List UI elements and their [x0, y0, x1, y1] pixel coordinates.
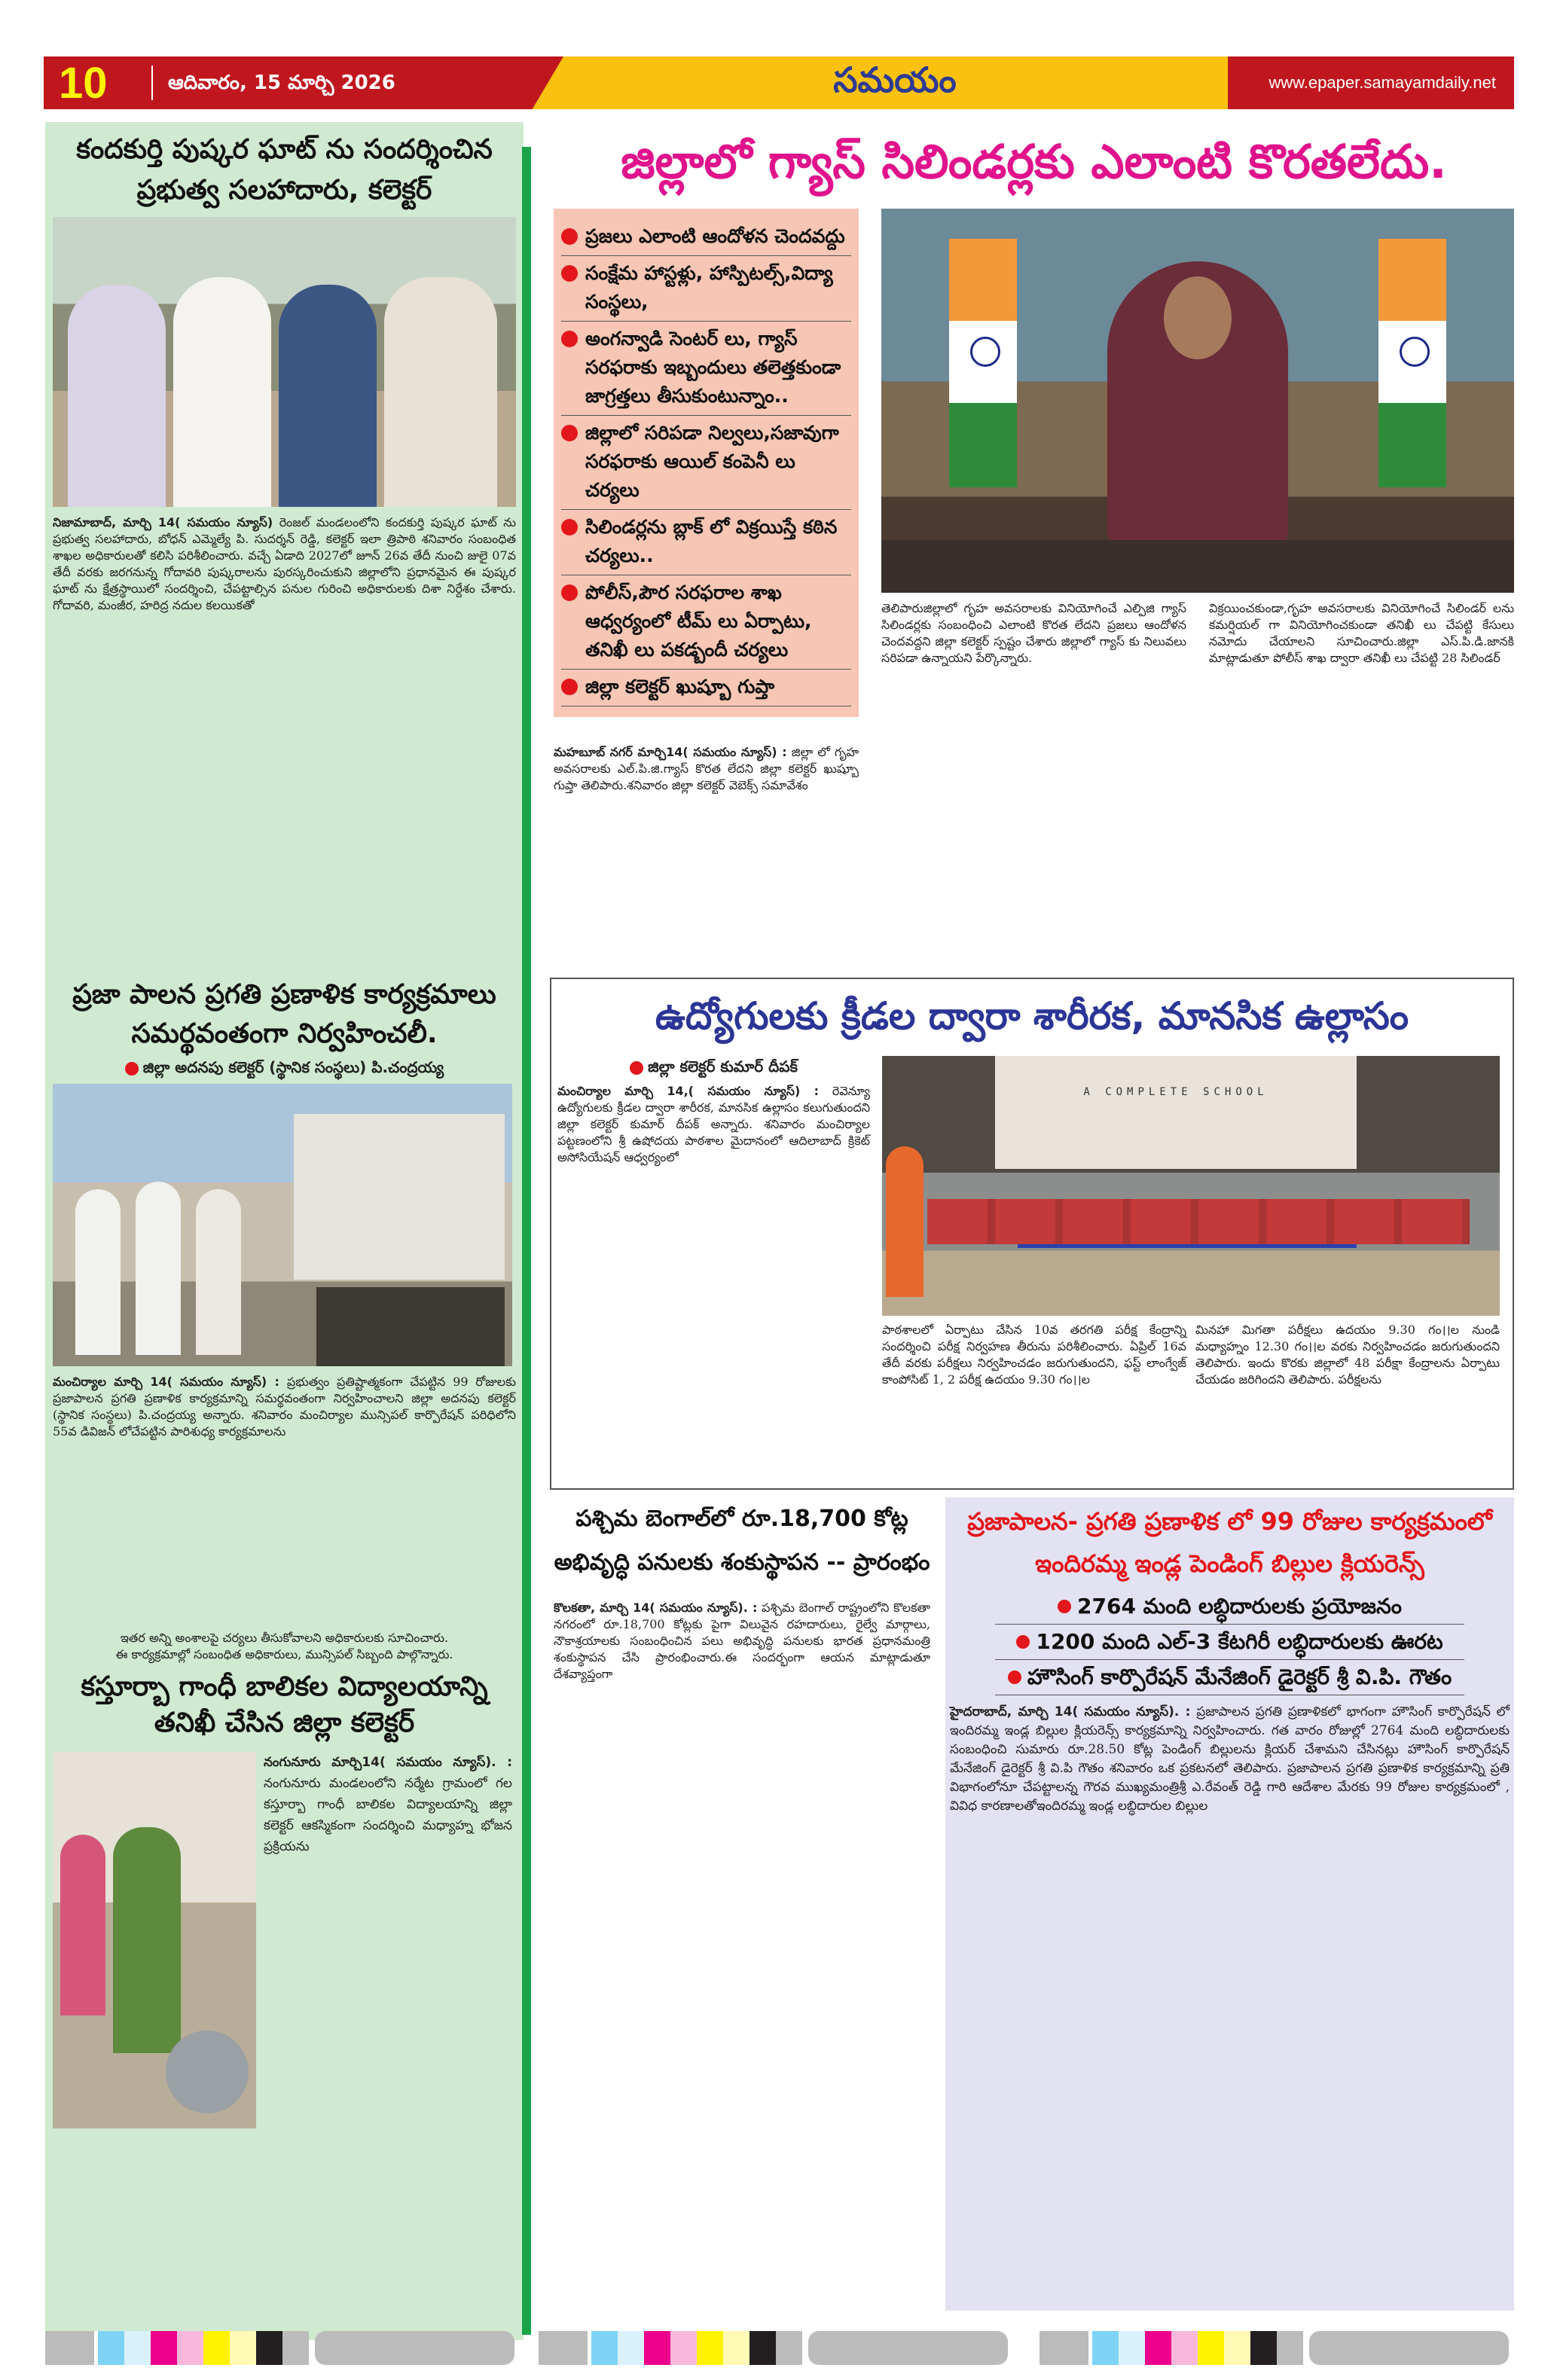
lead-story-body-col1: [554, 744, 859, 970]
highlight-bullet: [561, 510, 851, 575]
bullet-text: సంక్షేమ హాస్టళ్లు, హాస్పిటల్స్,విద్యా సంస్థలు,: [585, 262, 833, 313]
color-swatch: [124, 2331, 151, 2365]
highlight-bullet: [561, 416, 851, 510]
lead-story-body-col3: విక్రయించకుండా,గృహ అవసరాలకు వినియోగించే సిలిండర్ లను కమర్షియల్ గా వినియోగించకుండా తనిఖీ లు చేపట్టి కేసులు నమోదు చేయాలని సూచించారు.జిల్లా ఎస్.పి.డి.జానకి మాట్లాడుతూ పోలీస్ శాఖ ద్వారా తనిఖీ లు చేపట్టి 28 సిలిండర్: [1209, 601, 1514, 665]
story-headline-kasturba: కస్తూర్బా గాంధీ బాలికల విద్యాలయాన్ని తనిఖీ చేసిన జిల్లా కలెక్టర్: [81, 1671, 488, 1738]
photo-sports-event-stage: [882, 1056, 1500, 1316]
color-bar-group: [1040, 2331, 1509, 2365]
subhead-text: 2764 మంది లబ్ధిదారులకు ప్రయోజనం: [1077, 1594, 1402, 1619]
housing-subhead: [995, 1625, 1464, 1660]
story-headline-pushkar-ghat: కందకుర్తి పుష్కర ఘాట్ ను సందర్శించిన ప్రభుత్వ సలహాదారు, కలెక్టర్: [76, 134, 493, 206]
color-swatch: [1277, 2331, 1303, 2365]
gray-bar: [808, 2331, 1008, 2365]
banner-text: A COMPLETE SCHOOL: [1083, 1086, 1268, 1098]
color-swatch: [1040, 2331, 1088, 2365]
color-swatch: [151, 2331, 177, 2365]
color-swatch: [644, 2331, 670, 2365]
body-text: ప్రభుత్వం ప్రతిష్టాత్మకంగా చేపట్టిన 99 రోజులకు ప్రజాపాలన ప్రగతి ప్రణాళిక కార్యక్రమాన్ని సమర్థవంతంగా నిర్వహించాలని జిల్లా అదనపు కలెక్టర్ (స్థానిక సంస్థలు) పి.చంద్రయ్య అన్నారు. శనివారం మంచిర్యాల మున్సిపల్ కార్పొరేషన్ పరిధిలోని 55వ డివిజన్ లోచేపట్టిన పారిశుధ్య కార్యక్రమాలను: [53, 1375, 517, 1439]
color-swatch: [591, 2331, 618, 2365]
housing-story-box: [945, 1497, 1514, 2311]
story-headline-praja-palana: ప్రజా పాలన ప్రగతి ప్రణాళిక కార్యక్రమాలు సమర్థవంతంగా నిర్వహించలీ.: [72, 979, 496, 1049]
bengal-headline: పశ్చిమ బెంగాల్‌లో రూ.18,700 కోట్ల అభివృద్ధి పనులకు శంకుస్థాపన -- ప్రారంభం: [554, 1506, 930, 1576]
photo-officials-at-ghat: [53, 217, 516, 507]
color-swatch: [1171, 2331, 1198, 2365]
highlights-box: [554, 209, 859, 717]
story-subhead: [53, 1057, 516, 1078]
bengal-body: [554, 1600, 930, 1683]
photo-collector-at-desk: [881, 209, 1514, 593]
subhead-text: హౌసింగ్ కార్పొరేషన్ మేనేజింగ్ డైరెక్టర్ శ్రీ వి.పి. గౌతం: [1027, 1664, 1452, 1689]
bullet-text: జిల్లాలో సరిపడా నిల్వలు,సజావుగా సరఫరాకు ఆయిల్ కంపెనీ లు చర్యలు: [585, 422, 839, 501]
bullet-dot-icon: [1016, 1635, 1030, 1649]
color-swatch: [618, 2331, 644, 2365]
color-swatch: [723, 2331, 749, 2365]
bullet-dot-icon: [1008, 1671, 1021, 1684]
housing-subheads: [950, 1589, 1510, 1695]
bullet-dot-icon: [561, 584, 578, 601]
color-swatch: [203, 2331, 230, 2365]
page-header: [44, 56, 1514, 109]
masthead-logo: సమయం: [833, 60, 957, 100]
housing-subhead: [995, 1660, 1464, 1695]
color-swatch: [1250, 2331, 1277, 2365]
story-body-pushkar-ghat: [53, 514, 516, 966]
column-divider: [522, 147, 531, 2335]
gray-bar: [1309, 2331, 1509, 2365]
bullet-dot-icon: [1058, 1600, 1071, 1613]
body-text: నంగునూరు మండలంలోని నర్మేట గ్రామంలో గల కస్తూర్బా గాంధీ బాలికల విద్యాలయాన్ని జిల్లా కలెక్టర్ ఆకస్మికంగా సందర్శించి మధ్యాహ్న భోజన ప్రక్రియను: [264, 1776, 512, 1854]
bullet-dot-icon: [561, 228, 578, 245]
bullet-dot-icon: [561, 679, 578, 695]
highlight-bullet: [561, 256, 851, 322]
color-swatch: [1198, 2331, 1224, 2365]
bullet-dot-icon: [561, 265, 578, 282]
color-swatch: [256, 2331, 282, 2365]
body-text: జిల్లా లో గృహ అవసరాలకు ఎల్.పి.జి.గ్యాస్ కొరత లేదని జిల్లా కలెక్టర్ ఖుష్బూ గుప్తా తెలిపారు.శనివారం జిల్లా కలెక్టర్ వెబెక్స్ సమావేశం: [554, 745, 859, 792]
subhead-text: జిల్లా అదనపు కలెక్టర్ (స్థానిక సంస్థలు) పి.చంద్రయ్య: [142, 1058, 444, 1076]
color-swatch: [45, 2331, 94, 2365]
lead-headline: జిల్లాలో గ్యాస్ సిలిండర్లకు ఎలాంటి కొరతలేదు.: [621, 134, 1447, 189]
sports-body-col1: [557, 1083, 870, 1166]
sports-story-box: [550, 978, 1514, 1490]
color-swatch: [1145, 2331, 1171, 2365]
highlight-bullet: [561, 670, 851, 706]
bullet-text: ప్రజలు ఎలాంటి ఆందోళన చెందవద్దు: [585, 225, 845, 247]
color-swatch: [282, 2331, 309, 2365]
sports-body-col2: పాఠశాలలో ఏర్పాటు చేసిన 10వ తరగతి పరీక్ష కేంద్రాన్ని సందర్శించి పరీక్ష నిర్వహణ తీరును పరిశీలించారు. ఏప్రిల్ 16వ తేదీ వరకు పరీక్షలు నిర్వహించడం జరుగుతుందని, ఫస్ట్ లాంగ్వేజ్ కాంపోసిట్ 1, 2 పరీక్ష ఉదయం 9.30 గం।।ల: [882, 1323, 1186, 1387]
color-swatch: [1092, 2331, 1119, 2365]
story-body-praja-palana: [53, 1374, 516, 1630]
color-swatch: [98, 2331, 124, 2365]
bullet-text: జిల్లా కలెక్టర్ ఖుష్బూ గుప్తా: [585, 676, 775, 697]
highlight-bullet: [561, 575, 851, 670]
color-bar-group: [539, 2331, 1008, 2365]
highlight-bullet: [561, 219, 851, 256]
color-swatch: [539, 2331, 588, 2365]
highlight-bullet: [561, 322, 851, 416]
right-area: [554, 124, 1514, 2311]
color-swatch: [776, 2331, 802, 2365]
page-number: 10: [59, 59, 108, 108]
sports-body-col3: మినహా మిగతా పరీక్షలు ఉదయం 9.30 గం।।ల నుండి మధ్యాహ్నం 12.30 గం।।ల వరకు నిర్వహించడం జరుగుతుందని తెలిపారు. ఇందు కొరకు జిల్లాలో 48 పరీక్షా కేంద్రాలను ఏర్పాటు చేయడం జరిగిందని తెలిపారు. పరీక్షలను: [1195, 1323, 1500, 1387]
dateline: హైదరాబాద్, మార్చి 14( సమయం న్యూస్). :: [950, 1704, 1191, 1719]
left-column-content: [53, 130, 516, 2128]
color-swatch: [697, 2331, 723, 2365]
housing-subhead: [995, 1589, 1464, 1625]
body-text: పశ్చిమ బెంగాల్ రాష్ట్రంలోని కొలకతా నగరంలో రూ.18,700 కోట్లకు పైగా విలువైన రహదారులు, రైల్వే మార్గాలు, నౌకాశ్రయాలకు సంబంధించిన పలు అభివృద్ధి పనులకు భారత ప్రధానమంత్రి శంకుస్థాపన చేసి ప్రారంభించారు.ఈ సందర్భంగా ఆయన మాట్లాడుతూ దేశవ్యాప్తంగా: [554, 1600, 930, 1681]
edition-date: ఆదివారం, 15 మార్చి 2026: [168, 72, 395, 94]
dateline: మహబూబ్ నగర్ మార్చి14( సమయం న్యూస్) :: [554, 745, 787, 759]
closing-line: ఈ కార్యక్రమాల్లో సంబంధిత అధికారులు, మున్సిపల్ సిబ్బంది పాల్గొన్నారు.: [115, 1647, 453, 1661]
bullet-dot-icon: [561, 519, 578, 536]
bullet-dot-icon: [561, 331, 578, 347]
color-swatch: [670, 2331, 697, 2365]
color-swatch: [1119, 2331, 1145, 2365]
color-bar-group: [45, 2331, 514, 2365]
photo-sanitation-inspection: [53, 1084, 512, 1366]
sports-subhead: [557, 1056, 870, 1077]
body-text: ప్రజాపాలన ప్రగతి ప్రణాళికలో భాగంగా హౌసింగ్ కార్పొరేషన్ లో ఇందిరమ్మ ఇండ్ల బిల్లుల క్లియరెన్స్ కార్యక్రమాన్ని నిర్వహించారు. గత వారం రోజుల్లో 2764 మంది లబ్ధిదారులకు సంబంధించి సుమారు రూ.28.50 కోట్ల పెండింగ్ బిల్లులను క్లియర్ చేశామని చేసినట్లు హౌసింగ్ కార్పొరేషన్ మేనేజింగ్ డైరెక్టర్ శ్రీ వి.పి గౌతం శనివారం ఒక ప్రకటనలో తెలిపారు. ప్రజాపాలన ప్రగతి ప్రణాళిక కార్యక్రమాన్ని ప్రతి విభాగంలోనూ చేపట్టాలన్న గౌరవ ముఖ్యమంత్రిశ్రీ ఎ.రేవంత్ రెడ్డి గారి ఆదేశాల మేరకు 99 రోజుల కార్యక్రమంలో , వివిధ కారణాలతోఇందిరమ్మ ఇండ్ల లబ్ధిదారుల బిల్లుల: [950, 1704, 1510, 1814]
housing-body: [950, 1703, 1510, 1816]
dateline: మంచిర్యాల మార్చి 14,( సమయం న్యూస్) :: [557, 1084, 820, 1098]
color-swatch: [230, 2331, 256, 2365]
website-link[interactable]: www.epaper.samayamdaily.net: [1268, 73, 1496, 92]
bullet-text: సిలిండర్లను బ్లాక్ లో విక్రయిస్తే కఠిన చర్యలు..: [585, 516, 838, 566]
bullet-dot-icon: [125, 1062, 139, 1076]
bullet-text: పోలీస్,పౌర సరఫరాల శాఖ ఆధ్వర్యంలో టీమ్ లు ఏర్పాటు, తనిఖీ లు పకడ్బందీ చర్యలు: [585, 581, 812, 661]
dateline: నంగునూరు మార్చి14( సమయం న్యూస్). :: [264, 1755, 512, 1770]
dateline: కొలకతా, మార్చి 14( సమయం న్యూస్). :: [554, 1600, 758, 1615]
color-swatch: [1224, 2331, 1250, 2365]
photo-school-meal-inspection: [53, 1752, 256, 2128]
bullet-dot-icon: [561, 425, 578, 441]
body-text: రెంజల్ మండలంలోని కందకుర్తి పుష్కర ఘాట్ ను ప్రభుత్వ సలహాదారు, బోధన్ ఎమ్మెల్యే పి. సుదర్శన్ రెడ్డి, కలెక్టర్ ఇలా త్రిపాఠి శనివారం సంబంధిత శాఖల అధికారులతో కలిసి పరిశీలించారు. వచ్చే ఏడాది 2027లో జూన్ 26వ తేదీ నుంచి జులై 07వ తేదీ వరకు జరగనున్న గోదావరి పుష్కరాలను పురస్కరించుకుని జిల్లాలోని ప్రధానమైన ఈ పుష్కర ఘాట్ ను క్షేత్రస్థాయిలో సందర్శించి, చేపట్టాల్సిన పనుల గురించి అధికారులకు దిశా నిర్దేశం చేశారు. గోదావరి, మంజీర, హరిద్ర నదుల కలయికతో: [53, 515, 516, 612]
gray-bar: [315, 2331, 514, 2365]
bullet-text: అంగన్వాడి సెంటర్ లు, గ్యాస్ సరఫరాకు ఇబ్బందులు తలెత్తకుండా జాగ్రత్తలు తీసుకుంటున్నాం..: [585, 328, 841, 407]
sports-headline: ఉద్యోగులకు క్రీడల ద్వారా శారీరక, మానసిక ఉల్లాసం: [655, 994, 1409, 1038]
dateline: నిజామాబాద్, మార్చి 14( సమయం న్యూస్): [53, 515, 273, 529]
color-swatch: [177, 2331, 203, 2365]
subhead-text: జిల్లా కలెక్టర్ కుమార్ దీపక్: [648, 1057, 798, 1076]
housing-headline: ప్రజాపాలన- ప్రగతి ప్రణాళిక లో 99 రోజుల కార్యక్రమంలో ఇందిరమ్మ ఇండ్ల పెండింగ్ బిల్లుల క్లియరెన్స్: [967, 1507, 1492, 1578]
subhead-text: 1200 మంది ఎల్-3 కేటగిరీ లబ్ధిదారులకు ఊరట: [1036, 1629, 1443, 1654]
body-text: రెవెన్యూ ఉద్యోగులకు క్రీడల ద్వారా శారీరక, మానసిక ఉల్లాసం కలుగుతుందని జిల్లా కలెక్టర్ కుమార్ దీపక్ అన్నారు. శనివారం మంచిర్యాల పట్టణంలోని శ్రీ ఉషోదయ పాఠశాల మైదానంలో ఆదిలాబాద్ క్రికెట్ అసోసియేషన్ ఆధ్వర్యంలో: [557, 1084, 870, 1164]
story-body-kasturba: [264, 1752, 512, 2128]
lead-story-body-col2: తెలిపారుజిల్లాలో గృహ అవసరాలకు వినియోగించే ఎల్పిజి గ్యాస్ సిలిండర్లకు సంబంధించి ఎలాంటి కొరత లేదని ప్రజలు ఆందోళన చెందవద్దని జిల్లా కలెక్టర్ స్పష్టం చేశారు జిల్లాలో గ్యాస్ కు నిలువలు సరిపడా ఉన్నాయని పేర్కొన్నారు.: [881, 601, 1186, 665]
closing-line: ఇతర అన్ని అంశాలపై చర్యలు తీసుకోవాలని అధికారులకు సూచించారు.: [120, 1631, 449, 1645]
dateline: మంచిర్యాల మార్చి 14( సమయం న్యూస్) :: [53, 1375, 279, 1389]
color-swatch: [749, 2331, 776, 2365]
bullet-dot-icon: [630, 1061, 643, 1075]
